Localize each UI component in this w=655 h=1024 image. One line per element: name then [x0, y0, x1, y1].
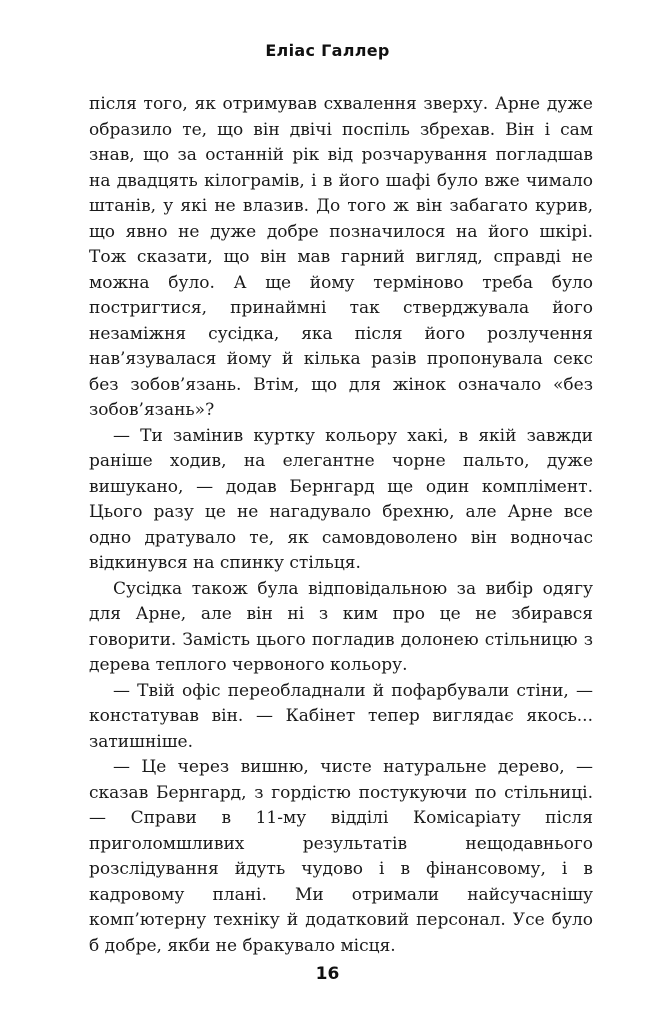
paragraph-3: Сусідка також була відповідальною за вибір одягу для Арне, але він ні з ким про це не збирався говорити. Замість цього погладив долонею стільницю з дерева теплого червоного кольору.	[89, 578, 593, 675]
running-head: Еліас Галлер	[265, 41, 390, 60]
paragraph-4: — Твій офіс переобладнали й пофарбували стіни, — констатував він. — Кабінет тепер виглядає якось... затишніше.	[89, 680, 593, 752]
paragraph-1: після того, як отримував схвалення зверху. Арне дуже образило те, що він двічі поспіль збрехав. Він і сам знав, що за останній рік від розчарування погладшав на двадцять кілограмів, і в його шафі було вже чимало штанів, у які не влазив. До того ж він забагато курив, що явно не дуже добре позначилося на його шкірі. Тож сказати, що він мав гарний вигляд, справді не можна було. А ще йому терміново треба було постригтися, принаймні так стверджувала його незаміжня сусідка, яка після його розлучення нав’язувалася йому й кілька разів пропонувала секс без зобов’язань. Втім, що для жінок означало «без зобов’язань»?	[89, 94, 593, 420]
page-number: 16	[315, 964, 340, 984]
paragraph-5: — Це через вишню, чисте натуральне дерево, — сказав Бернгард, з гордістю постукуючи по стільниці. — Справи в 11-му відділі Комісаріату після приголомшливих результатів нещодавнього розслідування йдуть чудово і в фінансовому, і в кадровому плані. Ми отримали найсучаснішу комп’ютерну техніку й додатковий персонал. Усе було б добре, якби не бракувало місця.	[89, 757, 593, 956]
paragraph-2: — Ти замінив куртку кольору хакі, в якій завжди раніше ходив, на елегантне чорне пальто, дуже вишукано, — додав Бернгард ще один комплімент. Цього разу це не нагадувало брехню, але Арне все одно дратувало те, як самовдоволено він водночас відкинувся на спинку стільця.	[89, 425, 593, 573]
body-text	[89, 92, 593, 959]
